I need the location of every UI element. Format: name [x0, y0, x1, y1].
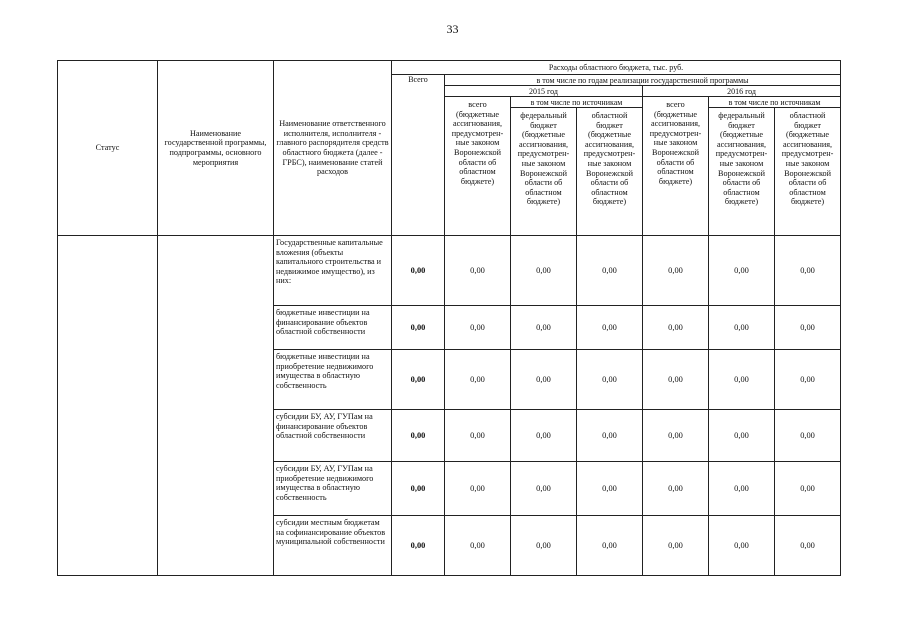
header-2015-federal: федеральный бюджет (бюджетные ассигнования, предусмотрен- ные законом Воронежской области об областном бюджете)	[511, 108, 577, 236]
row-value-cell: 0,00	[775, 236, 841, 306]
row-value-cell: 0,00	[511, 516, 577, 576]
table-row	[58, 236, 841, 306]
row-value-cell: 0,00	[511, 462, 577, 516]
row-value-cell: 0,00	[775, 410, 841, 462]
row-value-cell: 0,00	[643, 350, 709, 410]
row-value-cell: 0,00	[775, 306, 841, 350]
row-value-cell: 0,00	[511, 410, 577, 462]
row-total-value: 0,00	[392, 306, 445, 350]
row-label: бюджетные инвестиции на приобретение недвижимого имущества в областную собственность	[274, 350, 392, 410]
row-value-cell: 0,00	[445, 410, 511, 462]
row-label: субсидии БУ, АУ, ГУПам на финансирование объектов областной собственности	[274, 410, 392, 462]
row-total-value: 0,00	[392, 410, 445, 462]
header-2016-all: всего (бюджетные ассигнования, предусмотрен- ные законом Воронежской области об областном бюджете)	[643, 97, 709, 236]
header-program-name: Наименование государственной программы, подпрограммы, основного мероприятия	[158, 61, 274, 236]
row-total-value: 0,00	[392, 462, 445, 516]
row-label: Государственные капитальные вложения (объекты капитального строительства и недвижимое имущество), из них:	[274, 236, 392, 306]
row-value-cell: 0,00	[445, 350, 511, 410]
row-value-cell: 0,00	[709, 516, 775, 576]
header-year-2015: 2015 год	[445, 86, 643, 97]
header-2015-regional: областной бюджет (бюджетные ассигнования, предусмотрен- ные законом Воронежской области об областном бюджете)	[577, 108, 643, 236]
row-value-cell: 0,00	[643, 516, 709, 576]
row-value-cell: 0,00	[577, 236, 643, 306]
row-total-value: 0,00	[392, 236, 445, 306]
row-total-value: 0,00	[392, 350, 445, 410]
status-cell	[58, 236, 158, 576]
row-value-cell: 0,00	[643, 236, 709, 306]
row-value-cell: 0,00	[643, 306, 709, 350]
row-value-cell: 0,00	[709, 462, 775, 516]
header-2016-federal: федеральный бюджет (бюджетные ассигнования, предусмотрен- ные законом Воронежской области об областном бюджете)	[709, 108, 775, 236]
row-value-cell: 0,00	[775, 350, 841, 410]
row-total-value: 0,00	[392, 516, 445, 576]
row-value-cell: 0,00	[511, 306, 577, 350]
row-value-cell: 0,00	[709, 410, 775, 462]
header-year-2016: 2016 год	[643, 86, 841, 97]
row-value-cell: 0,00	[577, 516, 643, 576]
row-value-cell: 0,00	[709, 306, 775, 350]
row-value-cell: 0,00	[511, 350, 577, 410]
row-value-cell: 0,00	[445, 236, 511, 306]
header-executor: Наименование ответственного исполнителя, исполнителя - главного распорядителя средств областного бюджета (далее - ГРБС), наименование статей расходов	[274, 61, 392, 236]
row-value-cell: 0,00	[577, 306, 643, 350]
row-value-cell: 0,00	[709, 350, 775, 410]
row-value-cell: 0,00	[577, 462, 643, 516]
row-value-cell: 0,00	[577, 350, 643, 410]
header-by-years: в том числе по годам реализации государственной программы	[445, 75, 841, 86]
row-value-cell: 0,00	[445, 306, 511, 350]
header-expenses: Расходы областного бюджета, тыс. руб.	[392, 61, 841, 75]
header-status: Статус	[58, 61, 158, 236]
header-2015-all: всего (бюджетные ассигнования, предусмотрен- ные законом Воронежской области об областном бюджете)	[445, 97, 511, 236]
row-value-cell: 0,00	[643, 462, 709, 516]
row-value-cell: 0,00	[643, 410, 709, 462]
row-value-cell: 0,00	[577, 410, 643, 462]
table-body	[58, 236, 841, 576]
row-value-cell: 0,00	[445, 516, 511, 576]
row-value-cell: 0,00	[445, 462, 511, 516]
header-2016-by-sources: в том числе по источникам	[709, 97, 841, 108]
header-2015-by-sources: в том числе по источникам	[511, 97, 643, 108]
program-cell	[158, 236, 274, 576]
row-value-cell: 0,00	[775, 516, 841, 576]
row-value-cell: 0,00	[511, 236, 577, 306]
header-2016-regional: областной бюджет (бюджетные ассигнования, предусмотрен- ные законом Воронежской области об областном бюджете)	[775, 108, 841, 236]
budget-table	[57, 60, 841, 576]
row-value-cell: 0,00	[709, 236, 775, 306]
row-label: субсидии местным бюджетам на софинансирование объектов муниципальной собственности	[274, 516, 392, 576]
row-value-cell: 0,00	[775, 462, 841, 516]
row-label: бюджетные инвестиции на финансирование объектов областной собственности	[274, 306, 392, 350]
header-total: Всего	[392, 75, 445, 236]
row-label: субсидии БУ, АУ, ГУПам на приобретение недвижимого имущества в областную собственность	[274, 462, 392, 516]
page-number: 33	[446, 22, 459, 36]
